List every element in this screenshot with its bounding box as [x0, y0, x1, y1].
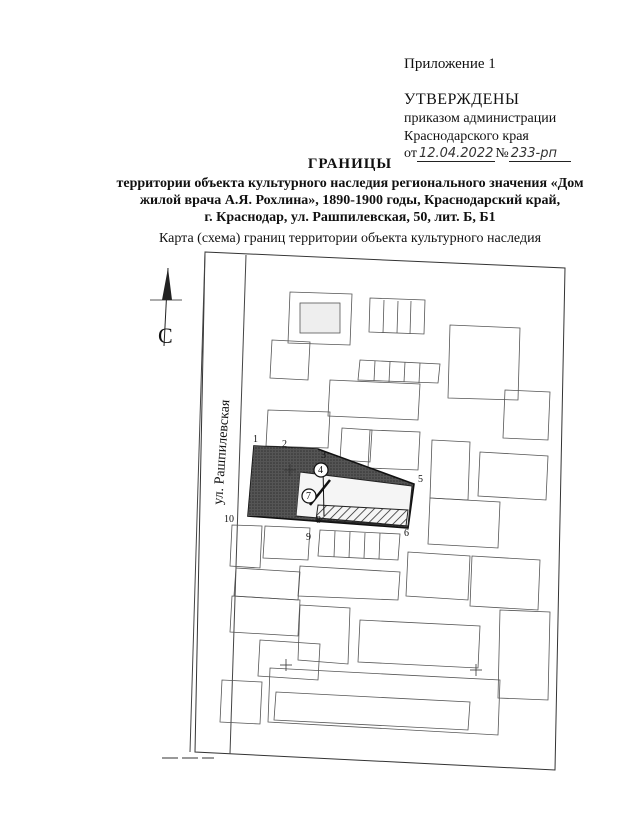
- point-label-4: 4: [318, 465, 323, 476]
- point-label-6: 6: [404, 528, 409, 539]
- order-number: 233-рп: [509, 146, 571, 162]
- number-sign: №: [495, 146, 509, 161]
- title-line-3: г. Краснодар, ул. Рашпилевская, 50, лит. Б, Б1: [204, 210, 496, 225]
- appendix-label: Приложение 1: [404, 56, 496, 72]
- point-label-9: 9: [306, 532, 311, 543]
- point-label-7: 7: [306, 491, 311, 502]
- order-line-1: приказом администрации: [404, 111, 557, 126]
- point-label-1: 1: [253, 434, 258, 445]
- order-line-2: Краснодарского края: [404, 129, 529, 144]
- point-label-10: 10: [224, 514, 234, 525]
- date-prefix: от: [404, 146, 417, 161]
- street-label: ул. Рашпилевская: [211, 399, 234, 506]
- map-caption: Карта (схема) границ территории объекта культурного наследия: [158, 231, 542, 246]
- north-label: С: [158, 323, 173, 348]
- point-label-2: 2: [282, 439, 287, 450]
- point-label-5: 5: [418, 474, 423, 485]
- point-label-3: 3: [321, 450, 326, 461]
- title-heading: ГРАНИЦЫ: [307, 156, 393, 172]
- order-date: 12.04.2022: [418, 146, 494, 161]
- title-line-2: жилой врача А.Я. Рохлина», 1890-1900 годы, Краснодарский край,: [139, 193, 561, 208]
- territory-boundary: [248, 446, 414, 528]
- approved-title: УТВЕРЖДЕНЫ: [404, 91, 520, 108]
- title-line-1: территории объекта культурного наследия регионального значения «Дом: [116, 176, 584, 191]
- point-label-8: 8: [316, 515, 321, 526]
